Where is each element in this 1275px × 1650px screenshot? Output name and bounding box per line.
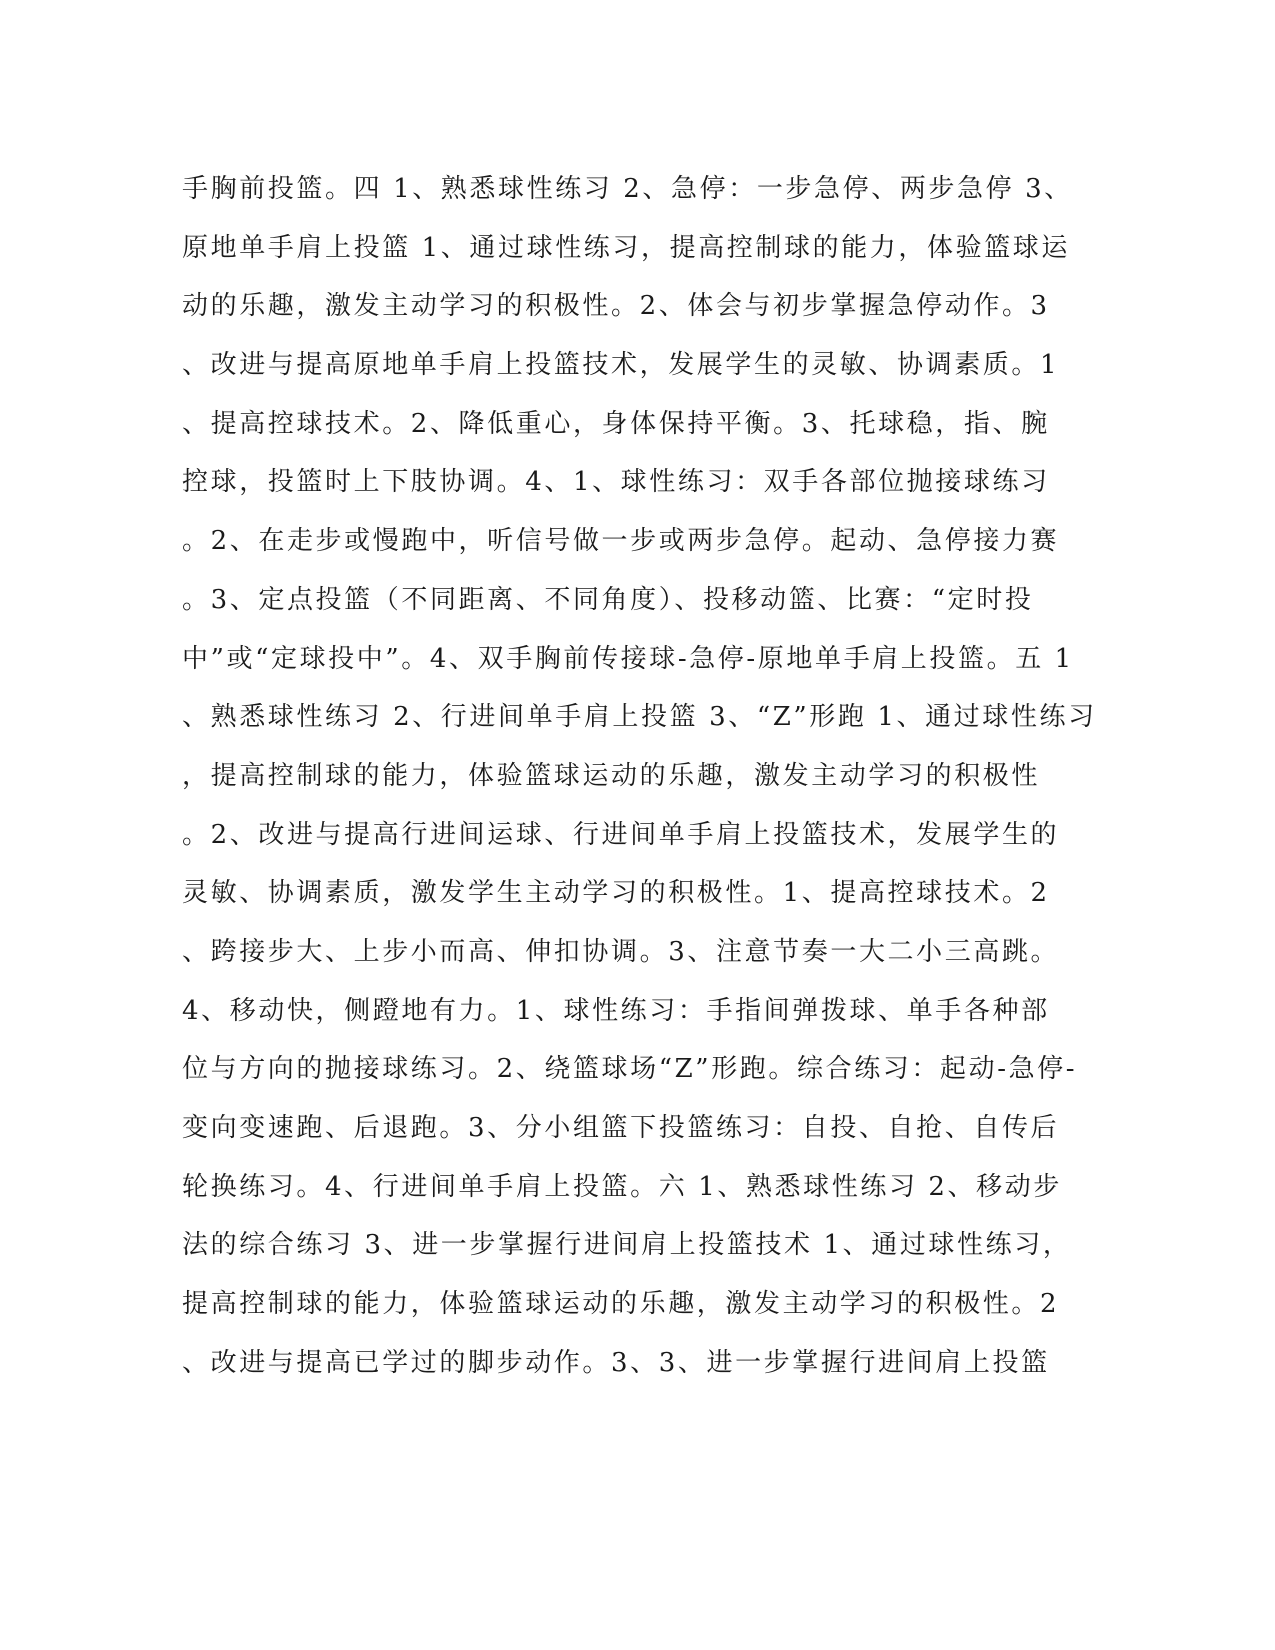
text-line: 轮换练习。4、行进间单手肩上投篮。六 1、熟悉球性练习 2、移动步: [182, 1171, 1062, 1202]
text-line: 。3、定点投篮（不同距离、不同角度）、投移动篮、比赛：“定时投: [182, 584, 1034, 615]
text-line: 提高控制球的能力，体验篮球运动的乐趣，激发主动学习的积极性。2: [182, 1289, 1060, 1320]
text-line: 。2、改进与提高行进间运球、行进间单手肩上投篮技术，发展学生的: [182, 819, 1060, 850]
text-line: 。2、在走步或慢跑中，听信号做一步或两步急停。起动、急停接力赛: [182, 526, 1060, 557]
text-line: 法的综合练习 3、进一步掌握行进间肩上投篮技术 1、通过球性练习，: [182, 1230, 1072, 1261]
text-line: 、改进与提高原地单手肩上投篮技术，发展学生的灵敏、协调素质。1: [182, 350, 1060, 381]
text-line: 、跨接步大、上步小而高、伸扣协调。3、注意节奏一大二小三高跳。: [182, 936, 1060, 967]
text-line: 原地单手肩上投篮 1、通过球性练习，提高控制球的能力，体验篮球运: [182, 232, 1071, 263]
text-line: 4、移动快，侧蹬地有力。1、球性练习：手指间弹拨球、单手各种部: [182, 995, 1050, 1026]
text-line: 手胸前投篮。四 1、熟悉球性练习 2、急停：一步急停、两步急停 3、: [182, 174, 1073, 204]
text-line: ，提高控制球的能力，体验篮球运动的乐趣，激发主动学习的积极性: [182, 760, 1041, 791]
text-line: 中”或“定球投中”。4、双手胸前传接球-急停-原地单手肩上投篮。五 1: [182, 643, 1074, 674]
text-line: 、改进与提高已学过的脚步动作。3、3、进一步掌握行进间肩上投篮: [182, 1347, 1050, 1378]
text-line: 灵敏、协调素质，激发学生主动学习的积极性。1、提高控球技术。2: [182, 878, 1050, 909]
body-text: [182, 160, 1097, 1392]
text-line: 、熟悉球性练习 2、行进间单手肩上投篮 3、“Z”形跑 1、通过球性练习: [182, 702, 1097, 733]
text-line: 控球，投篮时上下肢协调。4、1、球性练习：双手各部位抛接球练习: [182, 467, 1050, 498]
text-line: 位与方向的抛接球练习。2、绕篮球场“Z”形跑。综合练习：起动-急停-: [182, 1054, 1078, 1085]
text-line: 动的乐趣，激发主动学习的积极性。2、体会与初步掌握急停动作。3: [182, 291, 1050, 322]
text-line: 变向变速跑、后退跑。3、分小组篮下投篮练习：自投、自抢、自传后: [182, 1113, 1060, 1143]
text-line: 、提高控球技术。2、降低重心，身体保持平衡。3、托球稳，指、腕: [182, 408, 1050, 439]
